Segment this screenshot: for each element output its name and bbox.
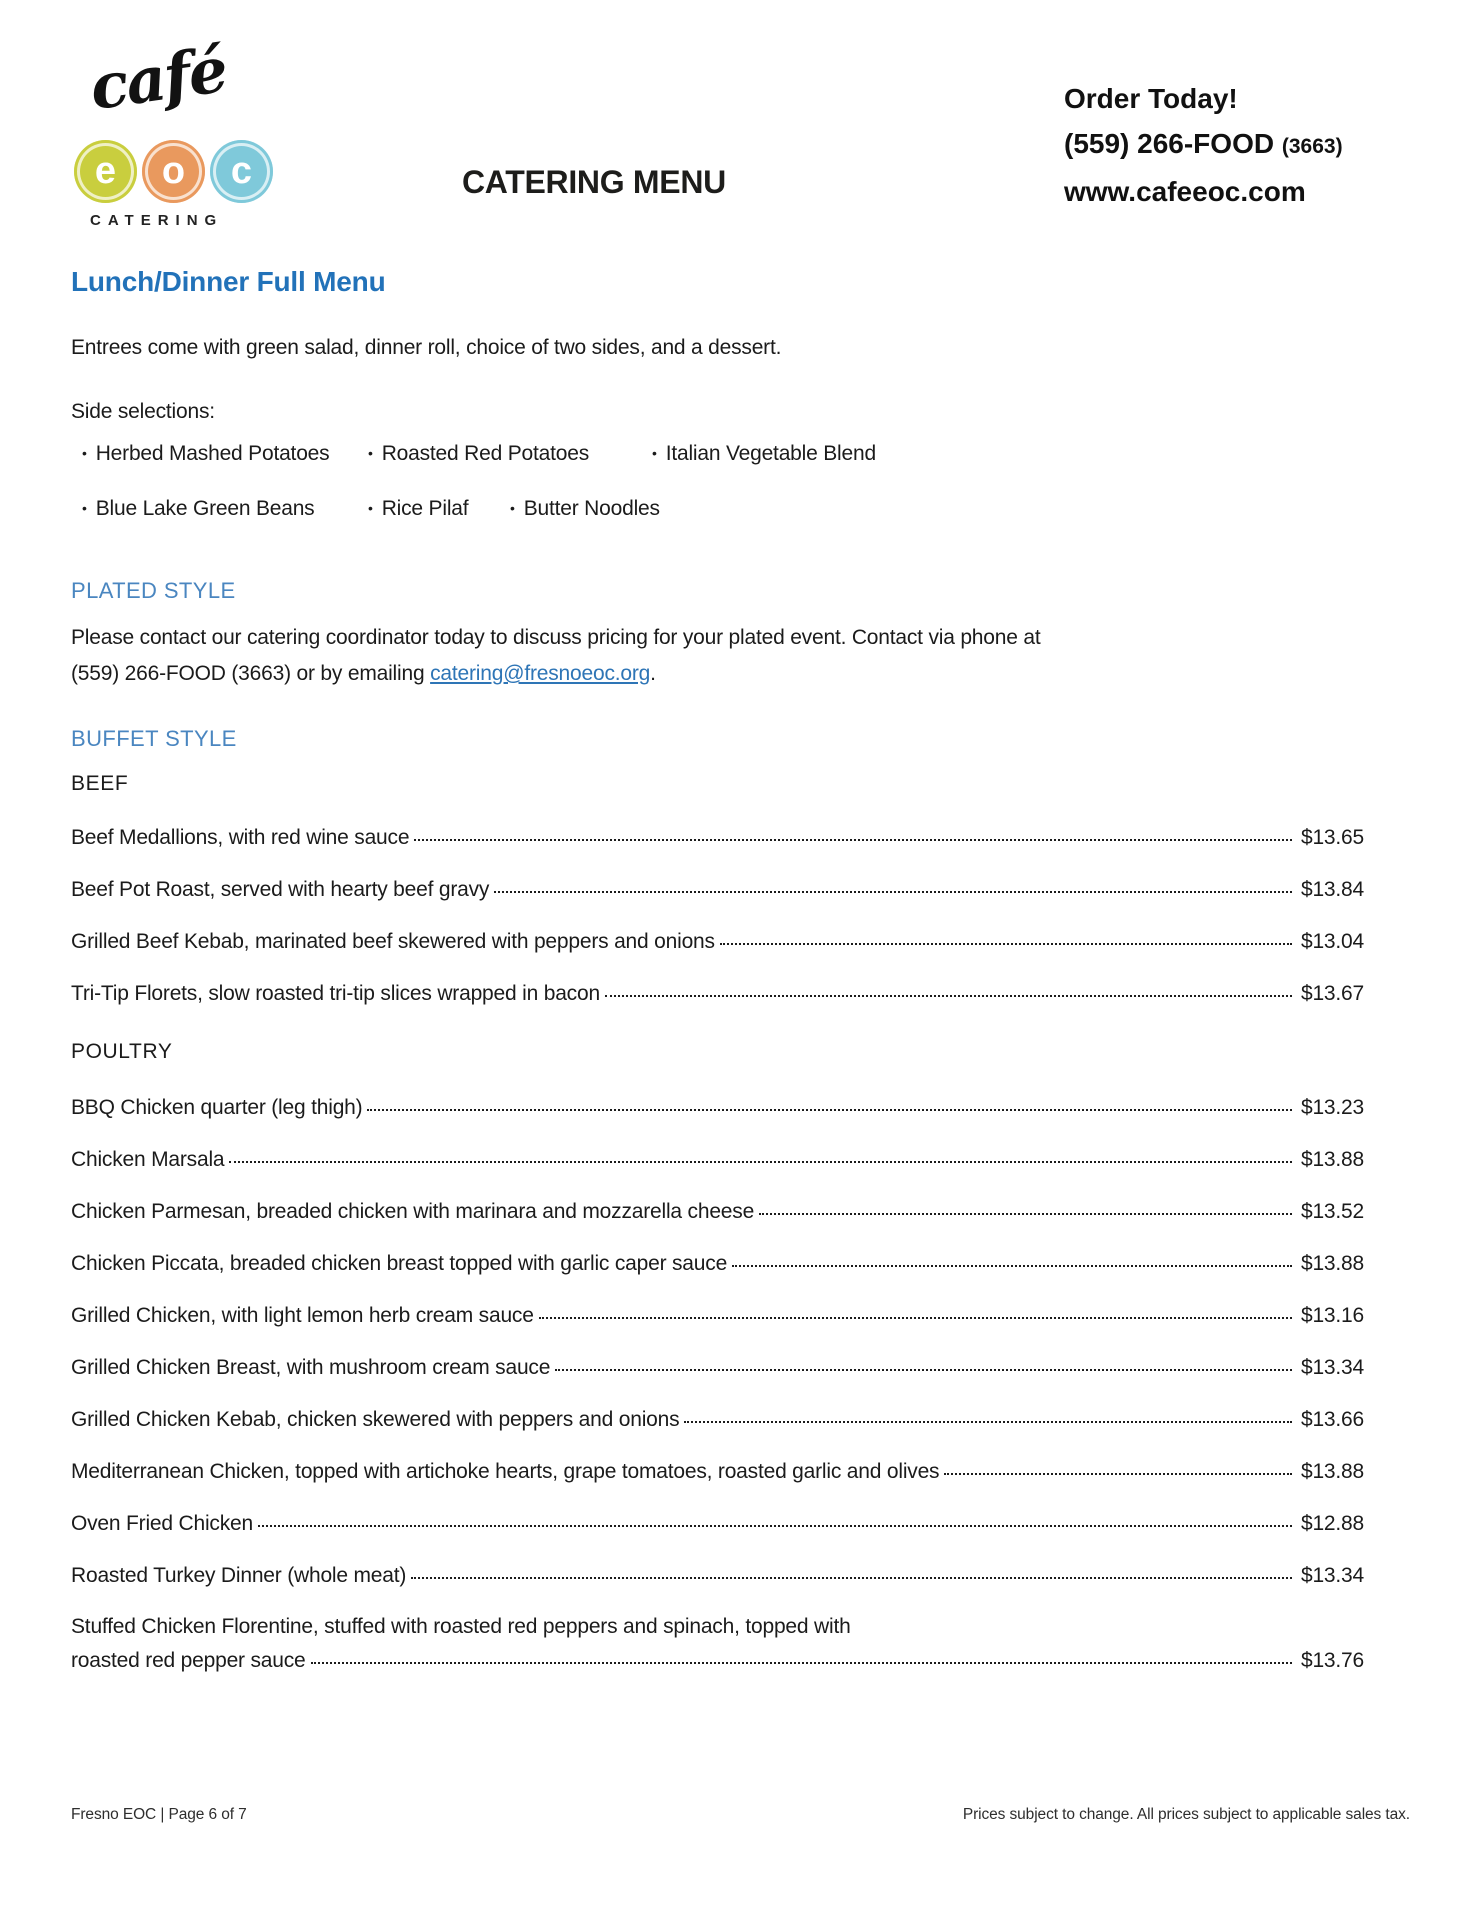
plated-text-period: . <box>650 662 656 685</box>
side-option-label: Italian Vegetable Blend <box>665 442 876 465</box>
logo-circle-c: c <box>210 140 273 203</box>
side-options-row-1 <box>71 442 1411 472</box>
menu-item-name: Grilled Chicken Kebab, chicken skewered with peppers and onions <box>71 1408 680 1431</box>
dot-leader <box>411 1577 1292 1579</box>
phone-number: (559) 266-FOOD <box>1064 128 1275 159</box>
dot-leader <box>311 1662 1292 1664</box>
menu-item-name: Beef Medallions, with red wine sauce <box>71 826 410 849</box>
menu-item-price: $13.66 <box>1300 1408 1364 1431</box>
website-text: www.cafeeoc.com <box>1064 176 1306 207</box>
footer-page-info: Fresno EOC | Page 6 of 7 <box>71 1806 247 1823</box>
buffet-style-heading: BUFFET STYLE <box>71 726 237 751</box>
menu-item-row <box>71 1082 1364 1134</box>
bullet-icon: • <box>368 500 373 516</box>
menu-item-name: Grilled Beef Kebab, marinated beef skewered with peppers and onions <box>71 930 715 953</box>
intro-text: Entrees come with green salad, dinner roll, choice of two sides, and a dessert. <box>71 336 782 359</box>
bullet-icon: • <box>82 500 87 516</box>
logo-circle-e: e <box>74 140 137 203</box>
side-option <box>652 442 876 466</box>
dot-leader <box>258 1525 1292 1527</box>
side-selections-label: Side selections: <box>71 400 215 423</box>
dot-leader <box>732 1265 1292 1267</box>
side-option <box>368 442 589 466</box>
side-option-label: Herbed Mashed Potatoes <box>95 442 330 465</box>
logo-script-text: café <box>85 32 231 125</box>
menu-item-price: $13.84 <box>1300 878 1364 901</box>
dot-leader <box>684 1421 1292 1423</box>
menu-item-name: Oven Fried Chicken <box>71 1512 253 1535</box>
cafe-eoc-logo <box>60 32 310 240</box>
dot-leader <box>229 1161 1292 1163</box>
menu-item-name-line1: Stuffed Chicken Florentine, stuffed with roasted red peppers and spinach, topped with <box>71 1615 851 1638</box>
menu-item-row <box>71 812 1364 864</box>
side-option-label: Rice Pilaf <box>381 497 469 520</box>
menu-item-name: Chicken Marsala <box>71 1148 225 1171</box>
bullet-icon: • <box>510 500 515 516</box>
menu-item-name: Mediterranean Chicken, topped with artichoke hearts, grape tomatoes, roasted garlic and olives <box>71 1460 940 1483</box>
phone-number-note: (3663) <box>1281 135 1343 158</box>
menu-item-row <box>71 1550 1364 1602</box>
plated-text-line-1: Please contact our catering coordinator today to discuss pricing for your plated event. Contact via phone at <box>71 626 1041 649</box>
dot-leader <box>720 943 1292 945</box>
dot-leader <box>555 1369 1292 1371</box>
side-options-row-2 <box>71 497 1411 527</box>
menu-item-price: $13.76 <box>1300 1649 1364 1672</box>
menu-item-row <box>71 1394 1364 1446</box>
order-phone <box>1064 121 1343 169</box>
logo-caption: CATERING <box>90 212 224 229</box>
section-title-lunch-dinner: Lunch/Dinner Full Menu <box>71 266 386 297</box>
plated-style-heading: PLATED STYLE <box>71 578 236 603</box>
menu-item-row <box>71 1134 1364 1186</box>
side-option-label: Roasted Red Potatoes <box>381 442 590 465</box>
footer-disclaimer: Prices subject to change. All prices subject to applicable sales tax. <box>962 1806 1410 1823</box>
menu-item-row <box>71 1342 1364 1394</box>
page-title: CATERING MENU <box>462 164 726 200</box>
menu-item-row <box>71 1186 1364 1238</box>
plated-text-phone: (559) 266-FOOD (3663) or by emailing <box>71 662 431 685</box>
menu-item-row <box>71 1498 1364 1550</box>
order-info-block <box>1064 76 1343 214</box>
dot-leader <box>759 1213 1292 1215</box>
menu-item-price: $13.65 <box>1300 826 1364 849</box>
menu-item-price: $13.16 <box>1300 1304 1364 1327</box>
dot-leader <box>414 839 1292 841</box>
poultry-items-list <box>71 1082 1364 1678</box>
menu-item-price: $13.23 <box>1300 1096 1364 1119</box>
dot-leader <box>539 1317 1292 1319</box>
menu-item-row <box>71 1446 1364 1498</box>
page-footer <box>71 1806 1410 1824</box>
bullet-icon: • <box>652 445 657 461</box>
menu-item-row <box>71 968 1364 1020</box>
plated-text-line-2 <box>71 656 1040 692</box>
side-option <box>368 497 468 521</box>
menu-item-price: $13.04 <box>1300 930 1364 953</box>
side-option-label: Blue Lake Green Beans <box>95 497 315 520</box>
menu-item-price: $13.88 <box>1300 1148 1364 1171</box>
side-option <box>82 497 315 521</box>
dot-leader <box>605 995 1292 997</box>
menu-item-name: Beef Pot Roast, served with hearty beef gravy <box>71 878 490 901</box>
menu-item-row <box>71 916 1364 968</box>
menu-item-row <box>71 1290 1364 1342</box>
logo-circle-o: o <box>142 140 205 203</box>
order-today-text: Order Today! <box>1064 83 1238 114</box>
menu-item-name: Chicken Piccata, breaded chicken breast topped with garlic caper sauce <box>71 1252 728 1275</box>
plated-style-text <box>71 620 1040 692</box>
dot-leader <box>367 1109 1292 1111</box>
menu-item-price: $13.88 <box>1300 1252 1364 1275</box>
menu-item-name-line2: roasted red pepper sauce <box>71 1649 306 1672</box>
menu-item-price: $13.52 <box>1300 1200 1364 1223</box>
menu-item-price: $13.88 <box>1300 1460 1364 1483</box>
side-option <box>510 497 660 521</box>
menu-item-name: Grilled Chicken, with light lemon herb cream sauce <box>71 1304 534 1327</box>
menu-item-price: $13.34 <box>1300 1356 1364 1379</box>
bullet-icon: • <box>82 445 87 461</box>
beef-section-heading: BEEF <box>71 772 129 795</box>
dot-leader <box>944 1473 1292 1475</box>
menu-item-price: $13.67 <box>1300 982 1364 1005</box>
side-option <box>82 442 329 466</box>
menu-item-row-multiline <box>71 1610 1364 1678</box>
menu-item-name: Roasted Turkey Dinner (whole meat) <box>71 1564 407 1587</box>
logo-circles <box>74 140 273 203</box>
menu-item-row <box>71 1238 1364 1290</box>
catering-email-link[interactable]: catering@fresnoeoc.org <box>430 662 651 685</box>
menu-item-name: Tri-Tip Florets, slow roasted tri-tip slices wrapped in bacon <box>71 982 600 1005</box>
poultry-section-heading: POULTRY <box>71 1040 173 1063</box>
menu-item-price: $12.88 <box>1300 1512 1364 1535</box>
menu-item-price: $13.34 <box>1300 1564 1364 1587</box>
beef-items-list <box>71 812 1364 1020</box>
dot-leader <box>494 891 1292 893</box>
side-option-label: Butter Noodles <box>523 497 660 520</box>
menu-item-row <box>71 864 1364 916</box>
menu-item-name: BBQ Chicken quarter (leg thigh) <box>71 1096 363 1119</box>
bullet-icon: • <box>368 445 373 461</box>
menu-item-name: Chicken Parmesan, breaded chicken with marinara and mozzarella cheese <box>71 1200 755 1223</box>
menu-item-name-line2-row <box>71 1644 1364 1678</box>
menu-item-name: Grilled Chicken Breast, with mushroom cream sauce <box>71 1356 551 1379</box>
